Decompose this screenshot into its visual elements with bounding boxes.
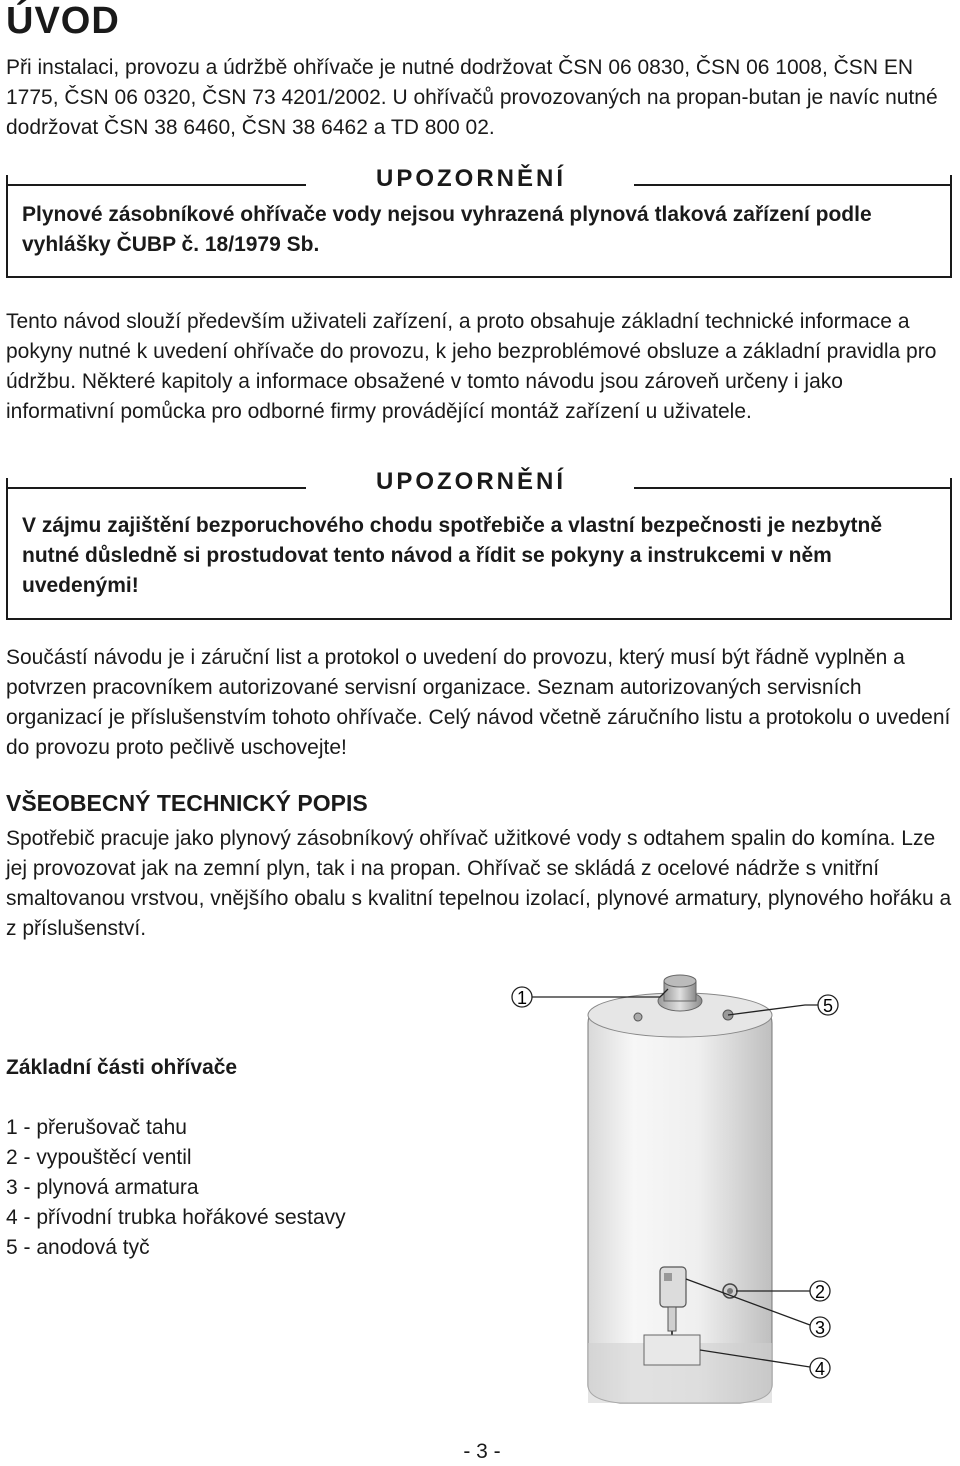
pipe-fitting [634,1013,642,1021]
callout-5 [818,995,838,1016]
section-paragraph: Spotřebič pracuje jako plynový zásobníkový ohřívač užitkové vody s odtahem spalin do komína. Lze jej provozovat jak na zemní plyn, tak i na propan. Ohřívač se skládá z ocelové nádrže s vnitřní smaltovanou vrstvou, vnějšího obalu s kvalitní tepelnou izolací, plynové armatury, plynového hořáku a z příslušenství. [6,827,952,940]
callout-2 [810,1281,830,1302]
list-item: 5 - anodová tyč [6,1236,150,1259]
list-item: 1 - přerušovač tahu [6,1116,187,1139]
usage-paragraph: Tento návod slouží především uživateli zařízení, a proto obsahuje základní technické informace a pokyny nutné k uvedení ohřívače do provozu, k jeho bezproblémové obsluze a základní pravidla pro údržbu. Některé kapitoly a informace obsažené v tomto návodu jsou zároveň určeny i jako informativní pomůcka pro odborné firmy provádějící montáž zařízení u uživatele. [6,310,937,423]
list-item: 4 - přívodní trubka hořákové sestavy [6,1206,346,1229]
svg-text:3: 3 [814,1318,826,1338]
burner-access-panel [644,1335,700,1365]
warning-text: Plynové zásobníkové ohřívače vody nejsou vyhrazená plynová tlaková zařízení podle vyhlášky ČUBP č. 18/1979 Sb. [22,203,872,256]
drain-valve-core [727,1288,733,1294]
warning-box-2-top [6,468,952,498]
callout-1 [512,987,532,1008]
page-number-text: - 3 - [463,1440,501,1463]
warning-title: UPOZORNĚNÍ [375,165,566,192]
warranty-paragraph: Součástí návodu je i záruční list a protokol o uvedení do provozu, který musí být řádně vyplněn a potvrzen pracovníkem autorizované servisní organizace. Seznam autorizovaných servisních organizací je příslušenstvím tohoto ohřívače. Celý návod včetně záručního listu a protokolu o uvedení do provozu proto pečlivě uschovejte! [6,646,951,759]
parts-heading: Základní části ohřívače [6,1056,238,1079]
section-heading: VŠEOBECNÝ TECHNICKÝ POPIS [6,790,368,816]
svg-text:5: 5 [822,996,834,1016]
warning-text: V zájmu zajištění bezporuchového chodu spotřebiče a vlastní bezpečnosti je nezbytně nutné důsledně si prostudovat tento návod a řídit se pokyny a instrukcemi v něm uvedenými! [22,514,883,597]
warning-top-line-left [6,487,306,489]
list-item: 2 - vypouštěcí ventil [6,1146,192,1169]
callout-3 [810,1317,830,1338]
warning-box-1-top [6,165,952,195]
warning-top-line-right [634,184,952,186]
parts-list [6,1113,346,1263]
warning-box-1 [6,165,952,278]
intro-paragraph: Při instalaci, provozu a údržbě ohřívače je nutné dodržovat ČSN 06 0830, ČSN 06 1008, ČSN EN 1775, ČSN 06 0320, ČSN 73 4201/2002. U ohřívačů provozovaných na propan-butan je navíc nutné dodržovat ČSN 38 6460, ČSN 38 6462 a TD 800 02. [6,56,938,139]
page-title: ÚVOD [6,0,120,42]
water-heater-illustration [516,975,860,1415]
callout-4 [810,1358,830,1379]
svg-text:4: 4 [814,1359,826,1379]
svg-text:1: 1 [516,988,528,1008]
warning-title: UPOZORNĚNÍ [375,468,566,495]
list-item: 3 - plynová armatura [6,1176,199,1199]
warning-top-line-left [6,184,306,186]
warning-top-line-right [634,487,952,489]
svg-text:2: 2 [814,1282,826,1302]
page-number [0,1440,960,1464]
warning-box-2 [6,468,952,620]
